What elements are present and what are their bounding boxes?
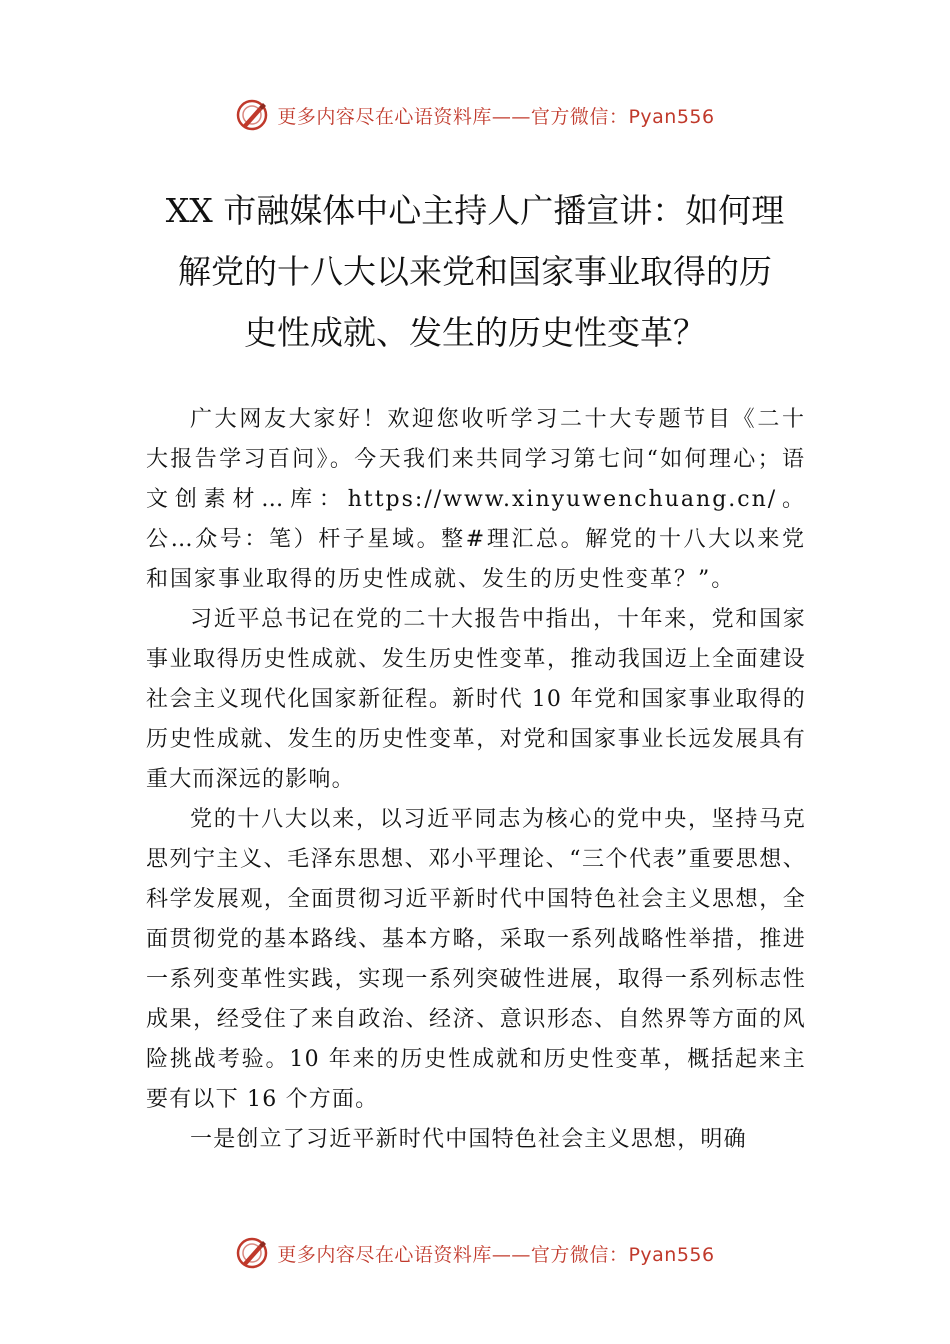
title-line-2: 解党的十八大以来党和国家事业取得的历 [178, 252, 772, 291]
watermark-wechat-label: 官方微信： [530, 1243, 629, 1266]
watermark-wechat-handle: Pyan556 [628, 1243, 715, 1266]
watermark-site-name: 更多内容尽在心语资料库 [277, 105, 492, 128]
watermark-text [277, 1240, 714, 1267]
footer-watermark [0, 1233, 950, 1273]
document-title [120, 180, 830, 363]
watermark-wechat-label: 官方微信： [530, 105, 629, 128]
watermark-dash: —— [491, 105, 531, 128]
paragraph-achievements: 党的十八大以来，以习近平同志为核心的党中央，坚持马克思列宁主义、毛泽东思想、邓小平理论、“三个代表”重要思想、科学发展观，全面贯彻习近平新时代中国特色社会主义思想，全面贯彻党的基本路线、基本方略，采取一系列战略性举措，推进一系列变革性实践，实现一系列突破性进展，取得一系列标志性成果，经受住了来自政治、经济、意识形态、自然界等方面的风险挑战考验。10 年来的历史性成就和历史性变革，概括起来主要有以下 16 个方面。 [146, 807, 806, 1112]
watermark-site-name: 更多内容尽在心语资料库 [277, 1243, 492, 1266]
paragraph-point-one: 一是创立了习近平新时代中国特色社会主义思想，明确 [190, 1127, 747, 1152]
watermark-wechat-handle: Pyan556 [628, 105, 715, 128]
title-line-1: XX 市融媒体中心主持人广播宣讲：如何理 [165, 191, 785, 230]
pen-logo-icon [235, 98, 269, 132]
paragraph-report-quote: 习近平总书记在党的二十大报告中指出，十年来，党和国家事业取得历史性成就、发生历史性变革，推动我国迈上全面建设社会主义现代化国家新征程。新时代 10 年党和国家事业取得的历史性成就、发生的历史性变革，对党和国家事业长远发展具有重大而深远的影响。 [146, 607, 806, 792]
document-body [146, 400, 806, 1160]
watermark-dash: —— [491, 1243, 531, 1266]
header-watermark [0, 95, 950, 135]
title-line-3: 史性成就、发生的历史性变革？ [244, 313, 706, 352]
pen-logo-icon [235, 1236, 269, 1270]
watermark-text [277, 102, 714, 129]
paragraph-intro: 广大网友大家好！欢迎您收听学习二十大专题节目《二十大报告学习百问》。今天我们来共同学习第七问“如何理心；语文创素材…库：https://www.xinyuwenchuang.cn/。公…众号：笔）杆子星域。整#理汇总。解党的十八大以来党和国家事业取得的历史性成就、发生的历史性变革？”。 [146, 407, 806, 592]
